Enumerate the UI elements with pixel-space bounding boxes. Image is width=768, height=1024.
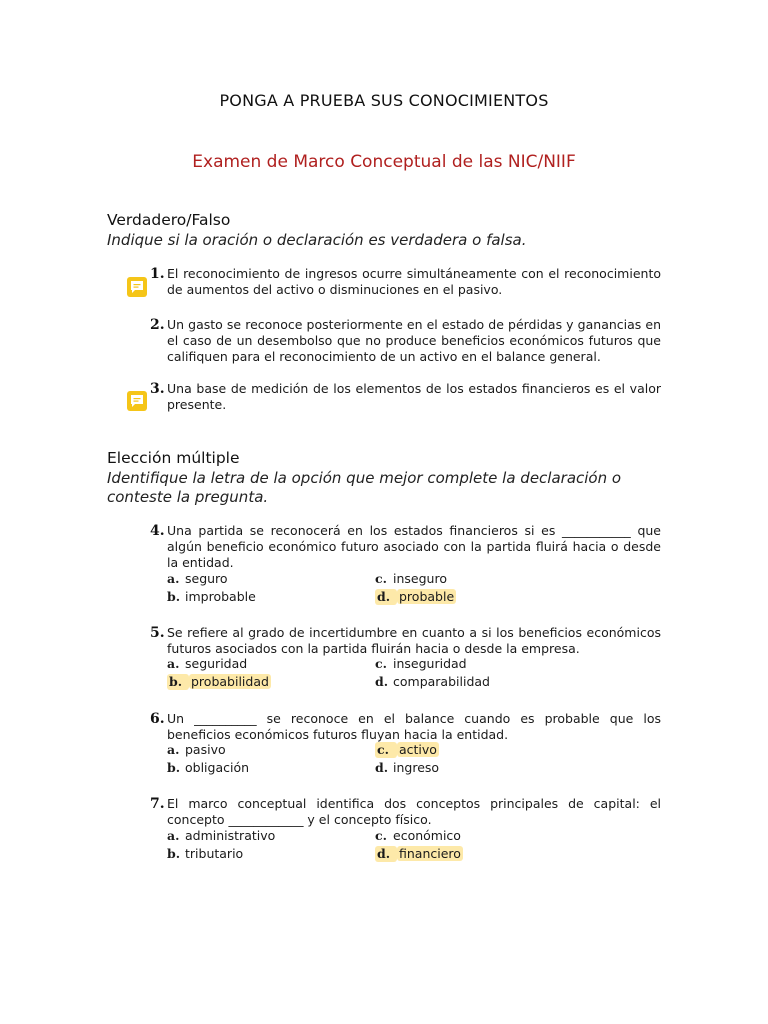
option-text: seguridad xyxy=(185,656,248,671)
answer-option[interactable] xyxy=(167,846,243,862)
option-letter: d. xyxy=(375,846,397,862)
exam-subtitle: Examen de Marco Conceptual de las NIC/NIIF xyxy=(192,152,576,172)
answer-option[interactable] xyxy=(375,571,447,587)
option-text: inseguridad xyxy=(393,656,467,671)
answer-option-highlighted[interactable] xyxy=(375,742,439,758)
question-number: 3. xyxy=(150,381,165,397)
comment-icon[interactable] xyxy=(127,277,147,297)
answer-option[interactable] xyxy=(167,742,226,758)
option-text: económico xyxy=(393,828,461,843)
option-letter: c. xyxy=(375,828,387,843)
option-text: tributario xyxy=(185,846,244,861)
question-number: 7. xyxy=(150,796,165,812)
answer-option[interactable] xyxy=(167,656,247,672)
option-text: probable xyxy=(399,589,455,604)
option-text: seguro xyxy=(185,571,228,586)
option-text: probabilidad xyxy=(191,674,269,689)
option-text: improbable xyxy=(185,589,256,604)
comment-icon[interactable] xyxy=(127,391,147,411)
answer-option[interactable] xyxy=(167,760,249,776)
question-text: Una base de medición de los elementos de los estados financieros es el valor presente. xyxy=(167,381,661,412)
option-letter: b. xyxy=(167,674,189,690)
option-text: ingreso xyxy=(393,760,440,775)
option-letter: b. xyxy=(167,760,181,775)
option-letter: a. xyxy=(167,656,180,671)
question-text: Un __________ se reconoce en el balance cuando es probable que los beneficios económicos futuros fluyan hacia la entidad. xyxy=(167,711,661,742)
answer-option-highlighted[interactable] xyxy=(167,674,271,690)
question-number: 5. xyxy=(150,625,165,641)
option-letter: d. xyxy=(375,589,397,605)
answer-option[interactable] xyxy=(167,828,275,844)
option-letter: a. xyxy=(167,742,180,757)
question-number: 4. xyxy=(150,523,165,539)
option-text: financiero xyxy=(399,846,461,861)
question-number: 6. xyxy=(150,711,165,727)
section-heading-true-false: Verdadero/Falso xyxy=(107,211,231,229)
option-letter: c. xyxy=(375,656,387,671)
option-letter: a. xyxy=(167,828,180,843)
option-letter: d. xyxy=(375,674,389,689)
answer-option[interactable] xyxy=(375,674,490,690)
question-text: Se refiere al grado de incertidumbre en cuanto a si los beneficios económicos futuros asociados con la partida fluirán hacia o desde la empresa. xyxy=(167,625,661,656)
option-text: pasivo xyxy=(185,742,226,757)
option-letter: c. xyxy=(375,571,387,586)
section-heading-multiple-choice: Elección múltiple xyxy=(107,449,240,467)
question-number: 2. xyxy=(150,317,165,333)
answer-option[interactable] xyxy=(167,571,228,587)
answer-option[interactable] xyxy=(167,589,256,605)
option-text: inseguro xyxy=(393,571,447,586)
answer-option-highlighted[interactable] xyxy=(375,846,463,862)
question-number: 1. xyxy=(150,266,165,282)
question-text: El marco conceptual identifica dos conceptos principales de capital: el concepto ____________ y el concepto físico. xyxy=(167,796,661,827)
question-text: Una partida se reconocerá en los estados financieros si es ___________ que algún beneficio económico futuro asociado con la partida fluirá hacia o desde la entidad. xyxy=(167,523,661,570)
section-instruction-true-false: Indique si la oración o declaración es verdadera o falsa. xyxy=(107,231,527,249)
option-letter: b. xyxy=(167,846,181,861)
question-text: El reconocimiento de ingresos ocurre simultáneamente con el reconocimiento de aumentos del activo o disminuciones en el pasivo. xyxy=(167,266,661,297)
answer-option-highlighted[interactable] xyxy=(375,589,456,605)
section-instruction-multiple-choice: Identifique la letra de la opción que mejor complete la declaración o conteste la pregunta. xyxy=(107,469,622,506)
page-title: PONGA A PRUEBA SUS CONOCIMIENTOS xyxy=(219,91,549,110)
option-text: administrativo xyxy=(185,828,276,843)
option-letter: a. xyxy=(167,571,180,586)
answer-option[interactable] xyxy=(375,656,467,672)
answer-option[interactable] xyxy=(375,828,461,844)
option-text: comparabilidad xyxy=(393,674,490,689)
question-text: Un gasto se reconoce posteriormente en el estado de pérdidas y ganancias en el caso de un desembolso que no produce beneficios económicos futuros que califiquen para el reconocimiento de un activo en el balance general. xyxy=(167,317,661,364)
option-text: obligación xyxy=(185,760,250,775)
answer-option[interactable] xyxy=(375,760,439,776)
option-letter: d. xyxy=(375,760,389,775)
option-letter: b. xyxy=(167,589,181,604)
option-letter: c. xyxy=(375,742,397,758)
option-text: activo xyxy=(399,742,437,757)
